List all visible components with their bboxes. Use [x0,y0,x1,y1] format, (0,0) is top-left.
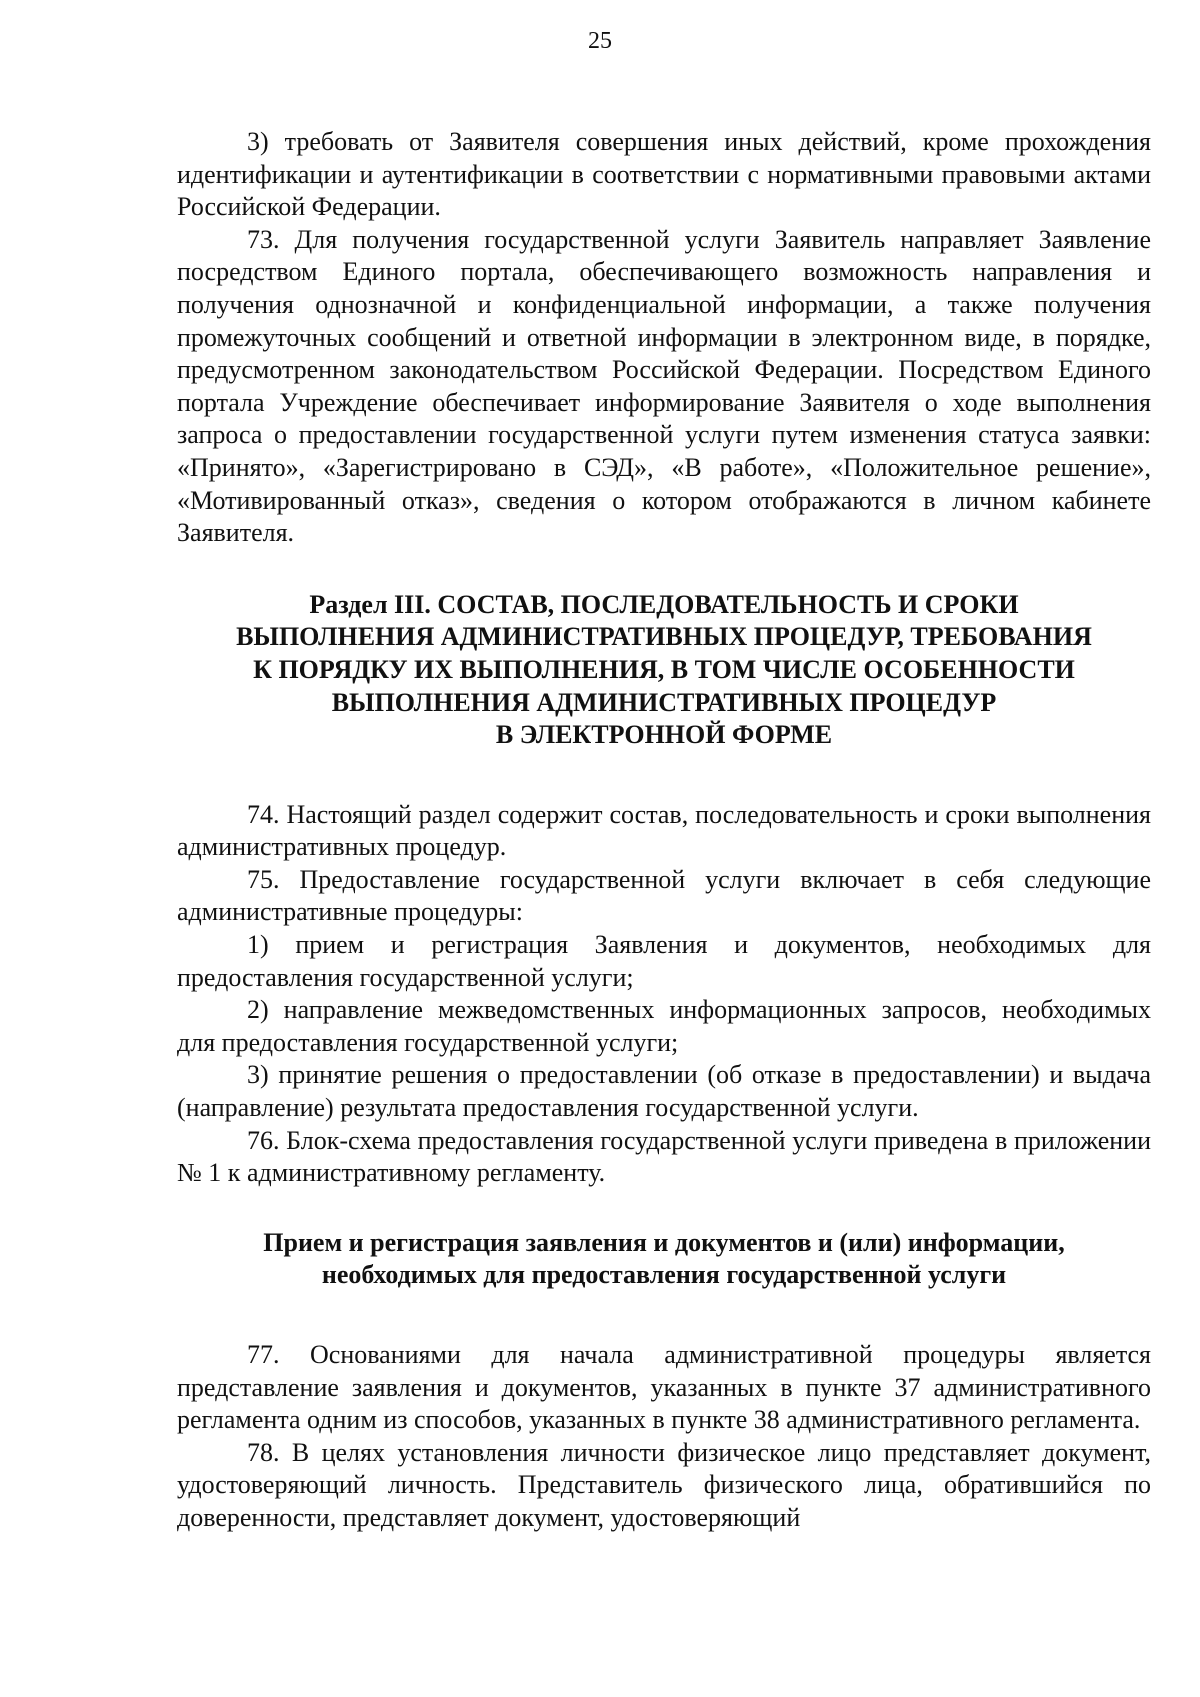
subsection-heading-line: Прием и регистрация заявления и документов и (или) информации, [263,1227,1065,1257]
paragraph-73: 73. Для получения государственной услуги Заявитель направляет Заявление посредством Единого портала, обеспечивающего возможность направления и получения однозначной и конфиденциальной информации, а также получения промежуточных сообщений и ответной информации в электронном виде, в порядке, предусмотренном законодательством Российской Федерации. Посредством Единого портала Учреждение обеспечивает информирование Заявителя о ходе выполнения запроса о предоставлении государственной услуги путем изменения статуса заявки: «Принято», «Зарегистрировано в СЭД», «В работе», «Положительное решение», «Мотивированный отказ», сведения о котором отображаются в личном кабинете Заявителя. [177,224,1151,548]
subsection-heading [177,1227,1151,1292]
paragraph-75-item-3: 3) принятие решения о предоставлении (об отказе в предоставлении) и выдача (направление) результата предоставления государственной услуги. [177,1060,1151,1123]
paragraph-78: 78. В целях установления личности физическое лицо представляет документ, удостоверяющий личность. Представитель физического лица, обратившийся по доверенности, представляет документ, удостоверяющий [177,1437,1151,1532]
paragraph-75-item-1: 1) прием и регистрация Заявления и документов, необходимых для предоставления государственной услуги; [177,930,1151,992]
paragraph-72-item-3: 3) требовать от Заявителя совершения иных действий, кроме прохождения идентификации и аутентификации в соответствии с нормативными правовыми актами Российской Федерации. [177,127,1151,222]
section-heading-line: ВЫПОЛНЕНИЯ АДМИНИСТРАТИВНЫХ ПРОЦЕДУР [331,687,997,717]
paragraph-76: 76. Блок-схема предоставления государственной услуги приведена в приложении № 1 к административному регламенту. [177,1125,1151,1188]
section-heading-line: В ЭЛЕКТРОННОЙ ФОРМЕ [495,720,833,750]
section-heading-line: ВЫПОЛНЕНИЯ АДМИНИСТРАТИВНЫХ ПРОЦЕДУР, ТРЕБОВАНИЯ [236,622,1092,652]
section-heading [177,589,1151,752]
page-number: 25 [588,28,612,54]
section-heading-line: К ПОРЯДКУ ИХ ВЫПОЛНЕНИЯ, В ТОМ ЧИСЛЕ ОСОБЕННОСТИ [253,654,1075,684]
subsection-heading-line: необходимых для предоставления государственной услуги [321,1260,1007,1290]
section-heading-line: Раздел III. СОСТАВ, ПОСЛЕДОВАТЕЛЬНОСТЬ И СРОКИ [309,589,1019,619]
paragraph-74: 74. Настоящий раздел содержит состав, последовательность и сроки выполнения административных процедур. [177,799,1151,862]
paragraph-75-item-2: 2) направление межведомственных информационных запросов, необходимых для предоставления государственной услуги; [177,995,1151,1057]
paragraph-75: 75. Предоставление государственной услуги включает в себя следующие административные процедуры: [177,864,1151,927]
document-body [177,126,1151,1535]
paragraph-77: 77. Основаниями для начала административной процедуры является представление заявления и документов, указанных в пункте 37 административного регламента одним из способов, указанных в пункте 38 административного регламента. [177,1340,1151,1435]
